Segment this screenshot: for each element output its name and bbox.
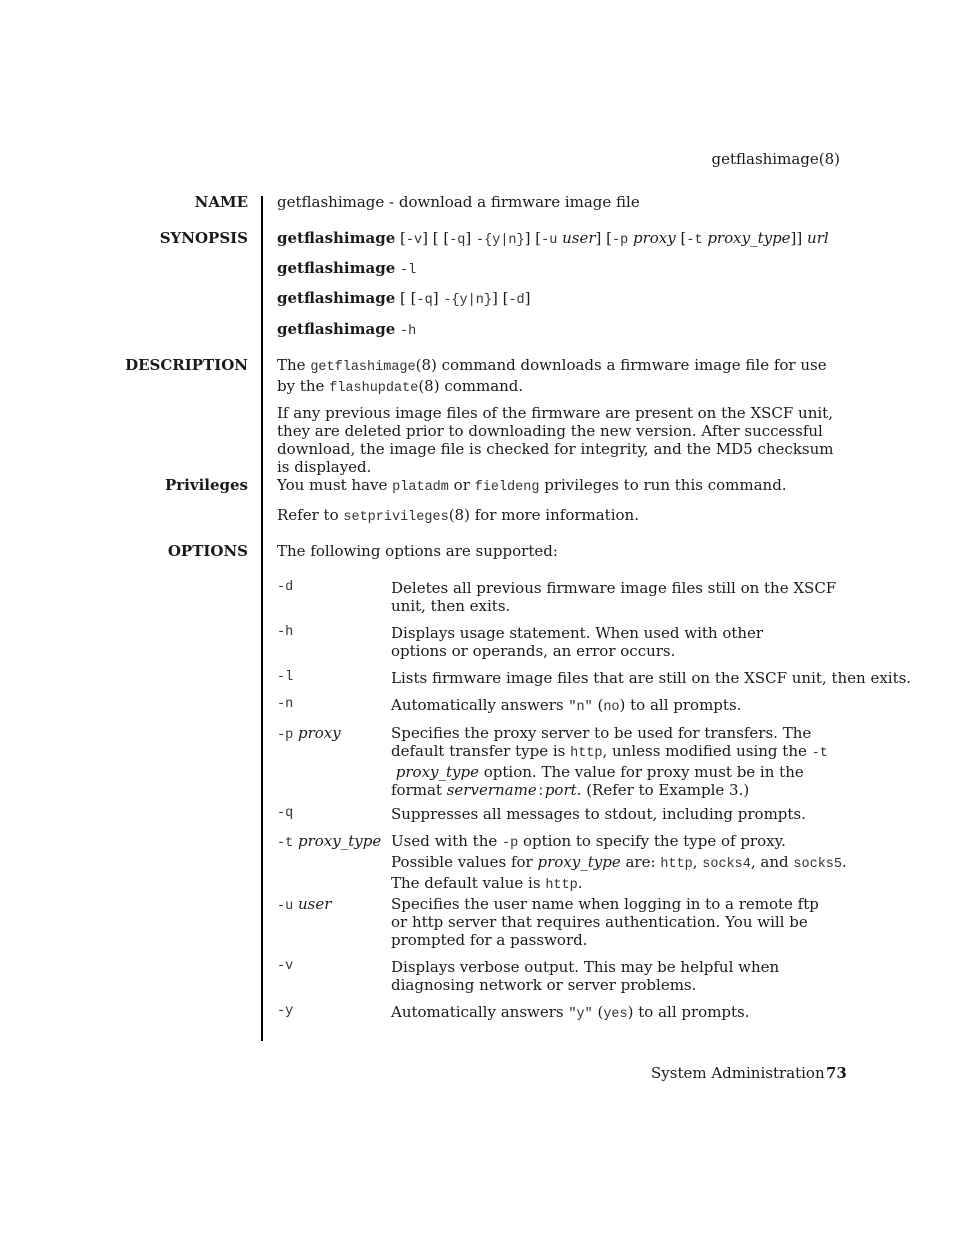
text: option to specify the type of proxy. Possible values for (391, 832, 786, 871)
option-h-description: Displays usage statement. When used with other options or operands, an error occurs. (391, 624, 764, 660)
command-name: getflashimage (277, 320, 396, 338)
text: privileges to run this command. (539, 476, 787, 494)
option-flag: -v (405, 233, 423, 248)
option-flag: -d (508, 293, 525, 308)
option-argument: proxy (632, 229, 676, 247)
options-intro: The following options are supported: (277, 542, 558, 560)
text: ] (524, 289, 531, 307)
text: (8) command. (418, 377, 524, 395)
text: are: (620, 853, 661, 871)
option-y-flag: -y (277, 1004, 294, 1019)
option-v-flag: -v (277, 959, 294, 974)
text: Specifies the proxy server to be used for transfers. The default transfer type is (391, 724, 812, 760)
option-argument: user (297, 895, 332, 913)
value-literal: http (545, 878, 578, 893)
option-argument: url (807, 229, 829, 247)
format-port: port (544, 781, 577, 799)
synopsis-line-2 (277, 259, 416, 280)
options-label: OPTIONS (167, 542, 248, 560)
option-v-description: Displays verbose output. This may be helpful when diagnosing network or server problems. (391, 958, 780, 994)
text: ]] (790, 229, 808, 247)
option-argument: proxy_type (297, 832, 382, 850)
option-q-flag: -q (277, 806, 294, 821)
text: . (577, 874, 583, 892)
description-paragraph-2: If any previous image files of the firmware are present on the XSCF unit, they are deleted prior to downloading the new version. After successful download, the image file is checked for integrity, and the MD5 checksum is displayed. (277, 404, 834, 476)
value-literal: http (570, 746, 603, 761)
text: ] [ (524, 229, 542, 247)
option-t-flag (277, 832, 381, 853)
command-ref: setprivileges (343, 510, 449, 525)
command-ref: getflashimage (310, 360, 416, 375)
option-n-flag: -n (277, 697, 294, 712)
text: Automatically answers (391, 696, 569, 714)
text: ) to all prompts. (619, 696, 742, 714)
option-flag: -q (416, 293, 433, 308)
answer-word: yes (603, 1007, 628, 1022)
option-p-description (391, 724, 851, 802)
value-literal: socks5 (793, 857, 842, 872)
option-argument: proxy_type (537, 853, 621, 871)
value-literal: http (660, 857, 693, 872)
option-flag: -t (811, 746, 828, 761)
privileges-label: Privileges (164, 476, 248, 494)
option-flag: -q (449, 233, 466, 248)
option-flag: -{y|n} (443, 293, 492, 308)
text: or (448, 476, 475, 494)
synopsis-line-3 (277, 289, 531, 310)
text: , and (750, 853, 794, 871)
command-name: getflashimage (277, 229, 396, 247)
privileges-paragraph-1 (277, 476, 787, 497)
text: Refer to (277, 506, 344, 524)
text: ] [ (491, 289, 509, 307)
value-literal: socks4 (702, 857, 751, 872)
text: ) to all prompts. (627, 1003, 750, 1021)
text: , (692, 853, 703, 871)
text: [ (395, 229, 406, 247)
option-argument: proxy (297, 724, 341, 742)
text: ] (465, 229, 477, 247)
option-flag: -u (541, 233, 558, 248)
option-p-flag (277, 724, 341, 745)
option-argument: user (562, 229, 596, 247)
vertical-rule (261, 196, 263, 1041)
option-u-description: Specifies the user name when logging in to a remote ftp or http server that requires authentication. You will be prompted for a password. (391, 895, 819, 949)
option-l-flag: -l (277, 670, 294, 685)
option-d-description: Deletes all previous firmware image files still on the XSCF unit, then exits. (391, 579, 837, 615)
text: option. The value for proxy must be in the format (391, 763, 804, 799)
text: [ [ (395, 289, 417, 307)
option-argument: proxy_type (707, 229, 791, 247)
text: The (277, 356, 311, 374)
option-argument: proxy_type (395, 763, 479, 781)
name-text: getflashimage - download a firmware image file (277, 193, 640, 211)
running-head: getflashimage(8) (711, 150, 840, 168)
page-number: 73 (826, 1064, 847, 1082)
answer-value: "y" (568, 1007, 593, 1022)
option-q-description: Suppresses all messages to stdout, including prompts. (391, 805, 806, 823)
command-ref: flashupdate (329, 381, 419, 396)
privilege-name: fieldeng (474, 480, 540, 495)
format-servername: servername (446, 781, 537, 799)
option-t-description (391, 832, 851, 895)
command-name: getflashimage (277, 259, 396, 277)
option-flag: -h (400, 324, 417, 339)
text: [ (675, 229, 687, 247)
synopsis-line-4 (277, 320, 416, 341)
option-flag: -{y|n} (476, 233, 525, 248)
option-h-flag: -h (277, 625, 294, 640)
synopsis-label: SYNOPSIS (159, 229, 248, 247)
answer-word: no (603, 700, 620, 715)
text: (8) for more information. (448, 506, 639, 524)
text: ] [ (595, 229, 612, 247)
footer-title: System Administration (651, 1064, 825, 1082)
text: ] (432, 289, 444, 307)
text: Used with the (391, 832, 503, 850)
option-l-description: Lists firmware image files that are still on the XSCF unit, then exits. (391, 669, 912, 687)
option-flag: -l (400, 263, 417, 278)
option-y-description (391, 1003, 851, 1024)
answer-value: "n" (568, 700, 593, 715)
text: . (Refer to Example 3.) (576, 781, 750, 799)
description-paragraph-1 (277, 356, 845, 398)
description-label: DESCRIPTION (125, 356, 248, 374)
text: You must have (277, 476, 393, 494)
option-flag: -t (686, 233, 703, 248)
text: , unless modified using the (602, 742, 812, 760)
text: Automatically answers (391, 1003, 569, 1021)
option-flag: -t (277, 836, 294, 851)
text: ( (592, 1003, 604, 1021)
option-n-description (391, 696, 851, 717)
text: (8) command downloads a firmware image file for use by the (277, 356, 827, 395)
option-flag: -p (277, 728, 294, 743)
option-u-flag (277, 895, 331, 916)
option-d-flag: -d (277, 580, 294, 595)
privileges-paragraph-2 (277, 506, 639, 527)
synopsis-line-1 (277, 229, 829, 250)
command-name: getflashimage (277, 289, 396, 307)
option-flag: -p (502, 836, 519, 851)
text: ( (592, 696, 604, 714)
privilege-name: platadm (392, 480, 449, 495)
text: ] [ [ (422, 229, 450, 247)
format-colon: : (536, 785, 545, 800)
option-flag: -u (277, 899, 294, 914)
text: . The default value is (391, 853, 847, 892)
name-label: NAME (194, 193, 248, 211)
option-flag: -p (611, 233, 629, 248)
